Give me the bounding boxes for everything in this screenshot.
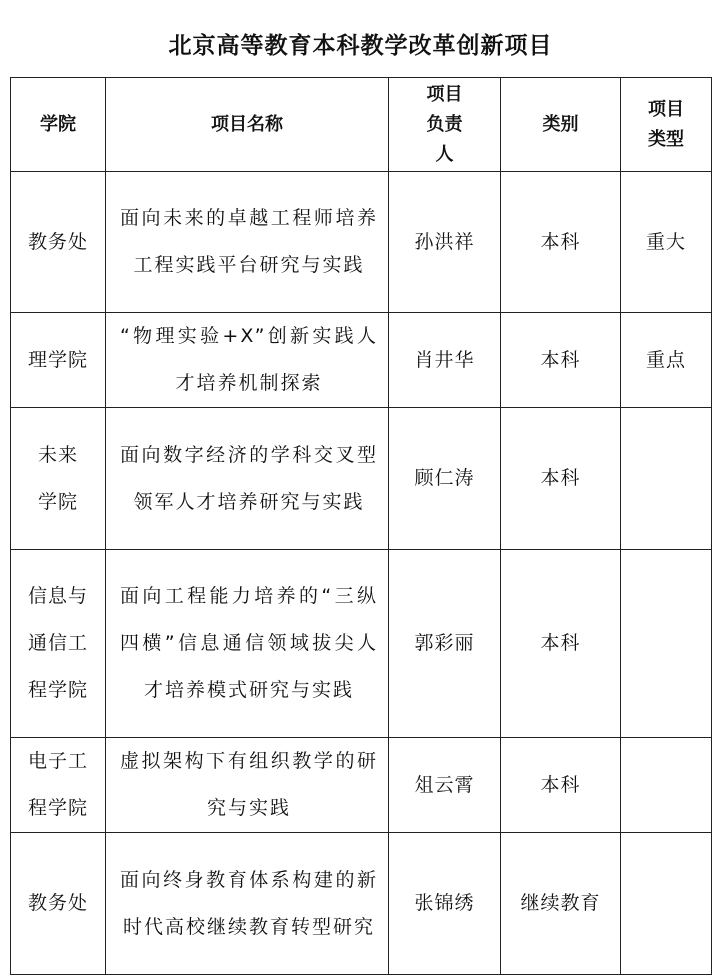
cell-college: 信息与通信工程学院 bbox=[11, 550, 106, 738]
header-college: 学院 bbox=[11, 78, 106, 172]
cell-category: 本科 bbox=[501, 313, 621, 408]
cell-project-name: 虚拟架构下有组织教学的研究与实践 bbox=[106, 738, 389, 833]
cell-category: 本科 bbox=[501, 550, 621, 738]
cell-leader: 俎云霄 bbox=[389, 738, 501, 833]
cell-college: 教务处 bbox=[11, 833, 106, 975]
cell-college: 理学院 bbox=[11, 313, 106, 408]
cell-type bbox=[621, 833, 712, 975]
table-row bbox=[11, 550, 712, 738]
table-header-row bbox=[11, 78, 712, 172]
cell-category: 继续教育 bbox=[501, 833, 621, 975]
header-leader bbox=[389, 78, 501, 172]
header-leader-text: 项目负责人 bbox=[426, 83, 463, 165]
cell-project-name: 面向未来的卓越工程师培养工程实践平台研究与实践 bbox=[106, 172, 389, 313]
table-row bbox=[11, 313, 712, 408]
cell-leader: 郭彩丽 bbox=[389, 550, 501, 738]
cell-type bbox=[621, 738, 712, 833]
cell-project-name: 面向工程能力培养的“三纵四横”信息通信领域拔尖人才培养模式研究与实践 bbox=[106, 550, 389, 738]
cell-college: 未来学院 bbox=[11, 408, 106, 550]
cell-category: 本科 bbox=[501, 172, 621, 313]
project-table bbox=[10, 77, 712, 975]
cell-college: 教务处 bbox=[11, 172, 106, 313]
cell-project-name: 面向数字经济的学科交叉型领军人才培养研究与实践 bbox=[106, 408, 389, 550]
cell-leader: 张锦绣 bbox=[389, 833, 501, 975]
cell-type bbox=[621, 550, 712, 738]
cell-college: 电子工程学院 bbox=[11, 738, 106, 833]
table-row bbox=[11, 833, 712, 975]
cell-type bbox=[621, 408, 712, 550]
cell-type: 重点 bbox=[621, 313, 712, 408]
cell-leader: 顾仁涛 bbox=[389, 408, 501, 550]
header-category: 类别 bbox=[501, 78, 621, 172]
cell-leader: 肖井华 bbox=[389, 313, 501, 408]
table-row bbox=[11, 172, 712, 313]
cell-leader: 孙洪祥 bbox=[389, 172, 501, 313]
table-row bbox=[11, 408, 712, 550]
cell-project-name: “物理实验+X”创新实践人才培养机制探索 bbox=[106, 313, 389, 408]
page-title: 北京高等教育本科教学改革创新项目 bbox=[168, 33, 553, 59]
header-type bbox=[621, 78, 712, 172]
header-project-name: 项目名称 bbox=[106, 78, 389, 172]
table-row bbox=[11, 738, 712, 833]
header-type-text: 项目类型 bbox=[648, 98, 684, 150]
cell-project-name: 面向终身教育体系构建的新时代高校继续教育转型研究 bbox=[106, 833, 389, 975]
cell-category: 本科 bbox=[501, 738, 621, 833]
cell-category: 本科 bbox=[501, 408, 621, 550]
cell-type: 重大 bbox=[621, 172, 712, 313]
